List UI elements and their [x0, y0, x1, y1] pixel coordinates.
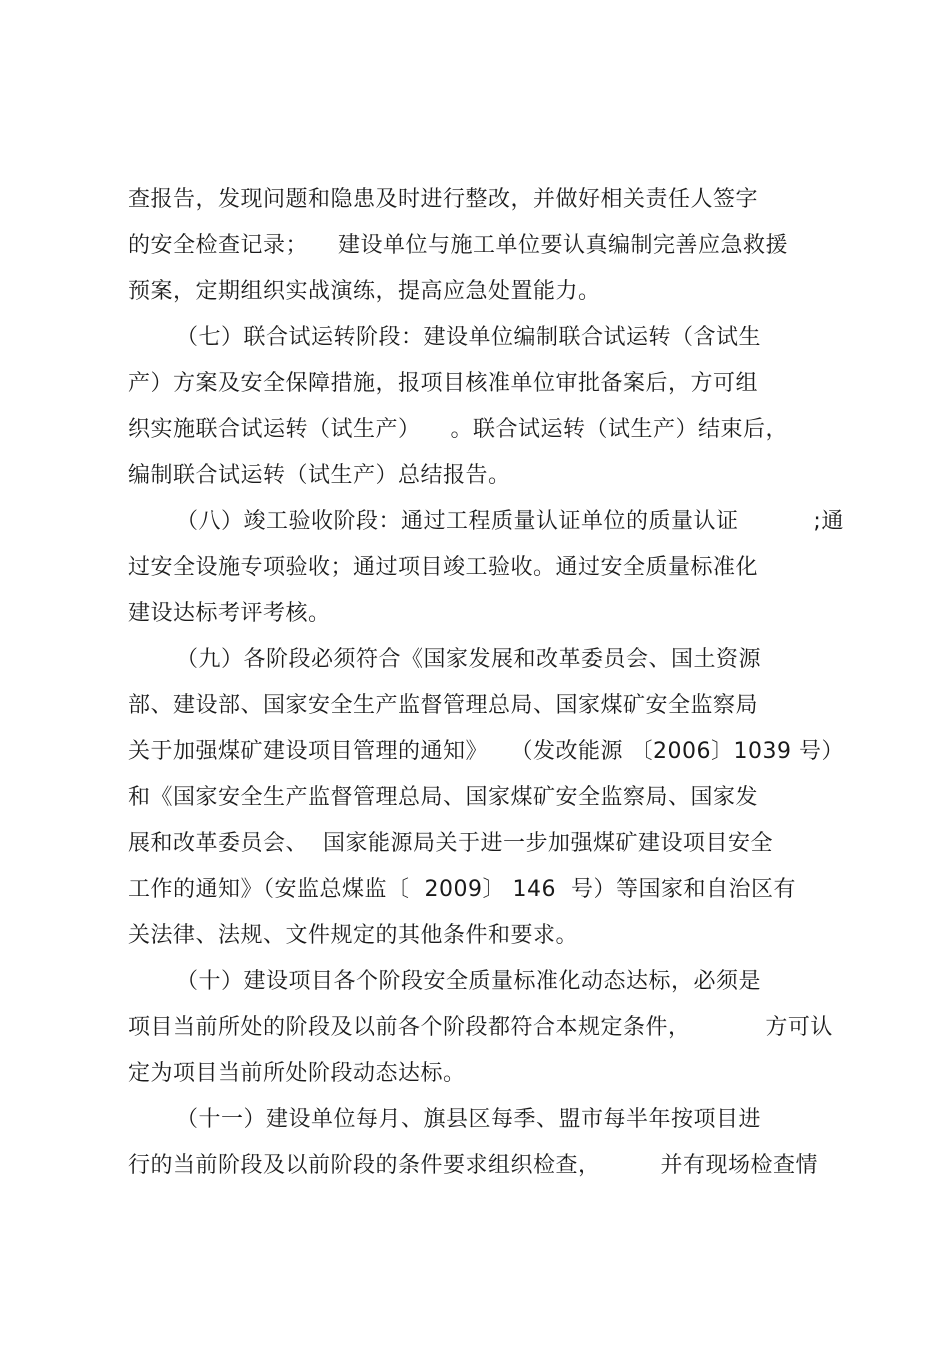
- paragraph-9-start: （九）各阶段必须符合《国家发展和改革委员会、国土资源: [176, 647, 762, 672]
- text-line: 预案，定期组织实战演练，提高应急处置能力。: [128, 279, 601, 304]
- paragraph-8-start: （八）竣工验收阶段：通过工程质量认证单位的质量认证 ;通: [176, 509, 844, 534]
- text-line: 部、建设部、国家安全生产监督管理总局、国家煤矿安全监察局: [128, 693, 759, 718]
- text-line: 的安全检查记录； 建设单位与施工单位要认真编制完善应急救援: [128, 233, 788, 258]
- text-line: 工作的通知》（安监总煤监〔 2009〕 146 号）等国家和自治区有: [128, 877, 796, 902]
- text-line: 和《国家安全生产监督管理总局、国家煤矿安全监察局、国家发: [128, 785, 759, 810]
- paragraph-11-start: （十一）建设单位每月、旗县区每季、盟市每半年按项目进: [176, 1107, 762, 1132]
- text-line: 产）方案及安全保障措施，报项目核准单位审批备案后，方可组: [128, 371, 759, 396]
- text-line: 查报告，发现问题和隐患及时进行整改，并做好相关责任人签字: [128, 187, 759, 212]
- text-line: 项目当前所处的阶段及以前各个阶段都符合本规定条件， 方可认: [128, 1015, 833, 1040]
- text-line: 定为项目当前所处阶段动态达标。: [128, 1061, 466, 1086]
- text-line: 行的当前阶段及以前阶段的条件要求组织检查， 并有现场检查情: [128, 1153, 818, 1178]
- text-line: 展和改革委员会、 国家能源局关于进一步加强煤矿建设项目安全: [128, 831, 773, 856]
- paragraph-7-start: （七）联合试运转阶段：建设单位编制联合试运转（含试生: [176, 325, 762, 350]
- text-line: 建设达标考评考核。: [128, 601, 331, 626]
- text-line: 关于加强煤矿建设项目管理的通知》 （发改能源 〔2006〕1039 号）: [128, 739, 844, 764]
- text-line: 过安全设施专项验收；通过项目竣工验收。通过安全质量标准化: [128, 555, 759, 580]
- paragraph-10-start: （十）建设项目各个阶段安全质量标准化动态达标，必须是: [176, 969, 762, 994]
- text-line: 关法律、法规、文件规定的其他条件和要求。: [128, 923, 579, 948]
- text-line: 编制联合试运转（试生产）总结报告。: [128, 463, 511, 488]
- text-line: 织实施联合试运转（试生产） 。联合试运转（试生产）结束后，: [128, 417, 788, 442]
